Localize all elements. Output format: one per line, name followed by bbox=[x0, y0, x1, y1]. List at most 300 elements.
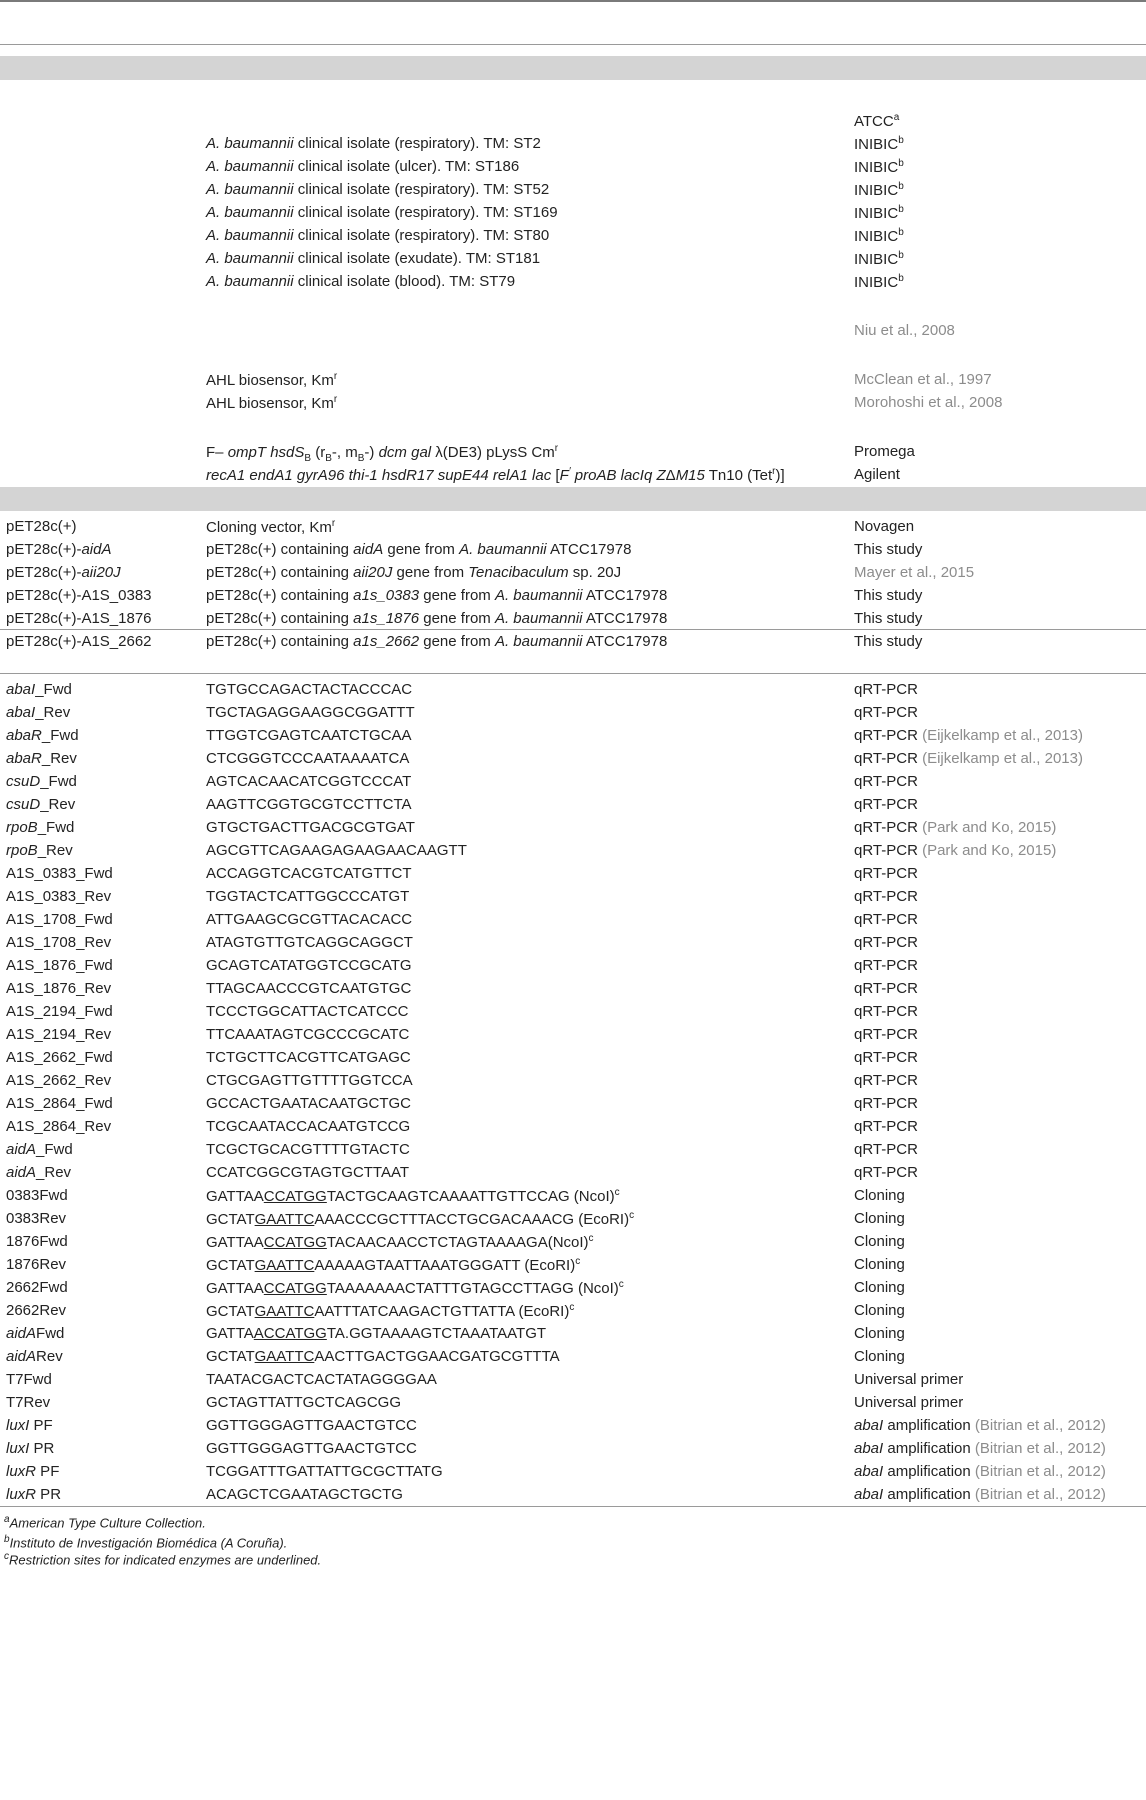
text-run: Novagen bbox=[854, 518, 915, 535]
text-run: Instituto de Investigación Biomédica (A Coruña). bbox=[9, 1535, 288, 1551]
text-run: A1S_0383_Rev bbox=[6, 888, 112, 905]
primer-name bbox=[6, 1003, 113, 1020]
text-run: INIBIC bbox=[854, 136, 899, 153]
primer-use bbox=[854, 911, 918, 928]
text-run: gene from bbox=[383, 541, 460, 558]
primer-sequence bbox=[206, 1003, 408, 1020]
plasmid-description bbox=[206, 541, 631, 558]
text-run: b bbox=[898, 135, 904, 146]
text-run: qRT-PCR bbox=[854, 704, 918, 721]
strain-description bbox=[206, 394, 337, 412]
strains-section-header bbox=[0, 56, 1146, 80]
primer-row bbox=[0, 1482, 1146, 1508]
text-run: Restriction sites for indicated enzymes are underlined. bbox=[9, 1552, 322, 1568]
strain-source bbox=[854, 227, 904, 245]
table-header bbox=[0, 0, 1146, 44]
text-run: INIBIC bbox=[854, 274, 899, 291]
strain-row bbox=[0, 318, 1146, 344]
primer-name bbox=[6, 1394, 50, 1411]
text-run: Morohoshi et al., 2008 bbox=[854, 394, 1003, 411]
primer-use bbox=[854, 727, 1083, 744]
primer-sequence bbox=[206, 681, 412, 698]
text-run: aii20J bbox=[81, 564, 121, 581]
primer-sequence bbox=[206, 704, 415, 721]
text-run: This study bbox=[854, 610, 923, 627]
primer-use bbox=[854, 1440, 1106, 1457]
text-run: b bbox=[898, 204, 904, 215]
text-run: 1876Rev bbox=[6, 1256, 67, 1273]
text-run: B bbox=[357, 453, 365, 464]
text-run: qRT-PCR bbox=[854, 1026, 918, 1043]
primer-use bbox=[854, 1049, 918, 1066]
primer-use bbox=[854, 1394, 963, 1411]
text-run: r bbox=[331, 518, 336, 529]
text-run: T7Fwd bbox=[6, 1371, 52, 1388]
text-run: GATTAA bbox=[206, 1188, 264, 1205]
plasmid-id bbox=[6, 610, 152, 627]
text-run: _Fwd bbox=[36, 1141, 73, 1158]
text-run: c bbox=[569, 1302, 575, 1313]
text-run: qRT-PCR bbox=[854, 911, 918, 928]
text-run: pET28c(+)-A1S_2662 bbox=[6, 633, 152, 650]
primer-use bbox=[854, 1118, 918, 1135]
text-run: qRT-PCR bbox=[854, 934, 918, 951]
primer-use bbox=[854, 1348, 905, 1365]
strain-source bbox=[854, 371, 992, 388]
text-run: pET28c(+) bbox=[6, 518, 77, 535]
text-run: GATTAA bbox=[206, 1234, 264, 1251]
text-run: A. baumannii bbox=[206, 181, 294, 198]
primer-use bbox=[854, 1256, 905, 1273]
text-run: AHL biosensor, Km bbox=[206, 395, 334, 412]
text-run: (Bitrian et al., 2012) bbox=[974, 1486, 1106, 1503]
primer-sequence bbox=[206, 1348, 560, 1365]
text-run: McClean et al., 1997 bbox=[854, 371, 992, 388]
primer-name bbox=[6, 934, 111, 951]
text-run: luxI bbox=[6, 1440, 30, 1457]
text-run: aidA bbox=[6, 1325, 37, 1342]
restriction-site: CCATGG bbox=[263, 1280, 327, 1297]
strain-description bbox=[206, 135, 541, 152]
text-run: luxI bbox=[6, 1417, 30, 1434]
text-run: Cloning bbox=[854, 1302, 905, 1319]
text-run: A. baumannii bbox=[459, 541, 547, 558]
strain-source bbox=[854, 466, 900, 483]
primer-sequence bbox=[206, 1072, 413, 1089]
primer-name bbox=[6, 1279, 68, 1296]
primer-use bbox=[854, 1210, 905, 1227]
primer-name bbox=[6, 842, 73, 859]
plasmid-description bbox=[206, 518, 335, 536]
plasmid-source bbox=[854, 587, 922, 604]
text-run: TTCAAATAGTCGCCCGCATC bbox=[206, 1026, 410, 1043]
text-run: pET28c(+)-A1S_1876 bbox=[6, 610, 152, 627]
primer-use bbox=[854, 1187, 905, 1204]
text-run: 2662Rev bbox=[6, 1302, 67, 1319]
primer-name bbox=[6, 1026, 111, 1043]
strain-description bbox=[206, 158, 519, 175]
text-run: amplification bbox=[883, 1417, 971, 1434]
text-run: Cloning bbox=[854, 1210, 905, 1227]
primer-sequence bbox=[206, 957, 412, 974]
text-run: ATCC17978 bbox=[582, 633, 668, 650]
text-run: TGTGCCAGACTACTACCCAC bbox=[206, 681, 413, 698]
primer-name bbox=[6, 1095, 113, 1112]
text-run: TGGTACTCATTGGCCCATGT bbox=[206, 888, 410, 905]
text-run: Cloning vector, Km bbox=[206, 519, 332, 536]
strain-source bbox=[854, 443, 915, 460]
text-run: INIBIC bbox=[854, 159, 899, 176]
text-run: PR bbox=[36, 1486, 62, 1503]
text-run: TAATACGACTCACTATAGGGGAA bbox=[206, 1371, 437, 1388]
text-run: GCAGTCATATGGTCCGCATG bbox=[206, 957, 412, 974]
text-run: recA1 endA1 gyrA96 thi-1 hsdR17 supE44 relA1 lac bbox=[206, 467, 552, 484]
strain-row bbox=[0, 462, 1146, 488]
primer-name bbox=[6, 1302, 66, 1319]
text-run: aidA bbox=[6, 1164, 37, 1181]
primer-sequence bbox=[206, 750, 409, 767]
text-run: _Rev bbox=[35, 704, 71, 721]
text-run: Universal primer bbox=[854, 1371, 964, 1388]
primer-use bbox=[854, 1371, 963, 1388]
text-run: GGTTGGGAGTTGAACTGTCC bbox=[206, 1417, 417, 1434]
text-run: dcm gal bbox=[378, 444, 432, 461]
text-run: pET28c(+)-A1S_0383 bbox=[6, 587, 152, 604]
text-run: amplification bbox=[883, 1486, 971, 1503]
plasmid-source bbox=[854, 564, 974, 581]
primer-sequence bbox=[206, 980, 411, 997]
text-run: ompT bbox=[227, 444, 267, 461]
text-run: 0383Fwd bbox=[6, 1187, 68, 1204]
text-run: ATCC17978 bbox=[582, 610, 668, 627]
text-run: c bbox=[588, 1233, 594, 1244]
primer-name bbox=[6, 796, 75, 813]
text-run: [ bbox=[551, 467, 560, 484]
primer-name bbox=[6, 704, 70, 721]
plasmid-id bbox=[6, 518, 76, 535]
text-run: csuD bbox=[6, 773, 41, 790]
plasmid-source bbox=[854, 610, 922, 627]
text-run: b bbox=[898, 158, 904, 169]
text-run: GCTAGTTATTGCTCAGCGG bbox=[206, 1394, 401, 1411]
primer-sequence bbox=[206, 934, 413, 951]
primer-use bbox=[854, 704, 918, 721]
text-run: qRT-PCR bbox=[854, 842, 918, 859]
text-run: AAACCCGCTTTACCTGCGACAAACG (EcoRI) bbox=[314, 1211, 630, 1228]
text-run: ATCC bbox=[854, 113, 894, 130]
text-run: GGTTGGGAGTTGAACTGTCC bbox=[206, 1440, 417, 1457]
text-run: CTCGGGTCCCAATAAAATCA bbox=[206, 750, 410, 767]
primer-use bbox=[854, 750, 1083, 767]
text-run: abaI bbox=[6, 681, 36, 698]
text-run: aidA bbox=[6, 1141, 37, 1158]
text-run: b bbox=[4, 1534, 10, 1545]
text-run: TA.GGTAAAAGTCTAAATAATGT bbox=[326, 1325, 547, 1342]
text-run: Tenacibaculum bbox=[468, 564, 569, 581]
text-run: INIBIC bbox=[854, 251, 899, 268]
text-run: abaR bbox=[6, 727, 42, 744]
text-run: Agilent bbox=[854, 466, 900, 483]
text-run: A1S_2662_Rev bbox=[6, 1072, 112, 1089]
text-run: This study bbox=[854, 541, 923, 558]
primer-sequence bbox=[206, 773, 411, 790]
primer-use bbox=[854, 1233, 905, 1250]
primer-sequence bbox=[206, 1233, 594, 1251]
text-run: qRT-PCR bbox=[854, 1095, 918, 1112]
primer-name bbox=[6, 1417, 53, 1434]
primer-sequence bbox=[206, 1164, 409, 1181]
strain-description bbox=[206, 204, 558, 221]
text-run: qRT-PCR bbox=[854, 957, 918, 974]
footnote bbox=[4, 1534, 287, 1550]
text-run: _Rev bbox=[37, 842, 73, 859]
text-run: )] bbox=[775, 467, 785, 484]
text-run: _Fwd bbox=[40, 773, 77, 790]
text-run: 2662Fwd bbox=[6, 1279, 68, 1296]
strain-description bbox=[206, 371, 337, 389]
text-run: luxR bbox=[6, 1486, 37, 1503]
strain-source bbox=[854, 273, 904, 291]
text-run: a bbox=[893, 112, 900, 123]
primer-name bbox=[6, 980, 111, 997]
text-run: GCTAT bbox=[206, 1348, 255, 1365]
primer-name bbox=[6, 773, 77, 790]
text-run: TCCCTGGCATTACTCATCCC bbox=[206, 1003, 409, 1020]
primer-name bbox=[6, 1118, 111, 1135]
text-run: b bbox=[898, 250, 904, 261]
plasmid-id bbox=[6, 564, 121, 581]
primer-name bbox=[6, 1463, 59, 1480]
strain-source bbox=[854, 250, 904, 268]
text-run: AAGTTCGGTGCGTCCTTCTA bbox=[206, 796, 412, 813]
text-run: pET28c(+) containing bbox=[206, 610, 354, 627]
text-run: A1S_2864_Fwd bbox=[6, 1095, 113, 1112]
text-run: Promega bbox=[854, 443, 915, 460]
text-run: a1s_0383 bbox=[353, 587, 420, 604]
text-run: A1S_2864_Rev bbox=[6, 1118, 112, 1135]
strain-description bbox=[206, 443, 558, 464]
primer-use bbox=[854, 1302, 905, 1319]
text-run: (Eijkelkamp et al., 2013) bbox=[922, 750, 1083, 767]
primer-use bbox=[854, 1417, 1106, 1434]
primer-sequence bbox=[206, 1256, 580, 1274]
primer-sequence bbox=[206, 796, 412, 813]
text-run: aidA bbox=[81, 541, 112, 558]
text-run: Niu et al., 2008 bbox=[854, 322, 955, 339]
primer-use bbox=[854, 1003, 918, 1020]
text-run: Mayer et al., 2015 bbox=[854, 564, 975, 581]
text-run: qRT-PCR bbox=[854, 1049, 918, 1066]
text-run: A. baumannii bbox=[206, 250, 294, 267]
text-run: abaI bbox=[854, 1463, 884, 1480]
primer-sequence bbox=[206, 842, 467, 859]
text-run: abaI bbox=[854, 1417, 884, 1434]
text-run: A. baumannii bbox=[206, 135, 294, 152]
table-rule bbox=[0, 44, 1146, 45]
text-run: ′ bbox=[568, 466, 571, 477]
text-run: qRT-PCR bbox=[854, 1164, 918, 1181]
text-run: clinical isolate (ulcer). TM: ST186 bbox=[293, 158, 520, 175]
strain-row bbox=[0, 390, 1146, 416]
primer-sequence bbox=[206, 1325, 546, 1342]
text-run: -) bbox=[364, 444, 379, 461]
text-run: TACTGCAAGTCAAAATTGTTCCAG (NcoI) bbox=[326, 1188, 615, 1205]
primer-sequence bbox=[206, 1279, 624, 1297]
footnote bbox=[4, 1514, 206, 1530]
table-rule bbox=[0, 673, 1146, 674]
plasmid-description bbox=[206, 564, 621, 581]
text-run: Universal primer bbox=[854, 1394, 964, 1411]
text-run: c bbox=[629, 1210, 635, 1221]
text-run: PR bbox=[29, 1440, 55, 1457]
text-run: pET28c(+) containing bbox=[206, 633, 354, 650]
text-run: A1S_2194_Fwd bbox=[6, 1003, 113, 1020]
text-run: This study bbox=[854, 587, 923, 604]
text-run: CTGCGAGTTGTTTTGGTCCA bbox=[206, 1072, 413, 1089]
restriction-site: GAATTC bbox=[254, 1211, 315, 1228]
plasmid-id bbox=[6, 541, 111, 558]
text-run: _Rev bbox=[41, 750, 77, 767]
primer-name bbox=[6, 750, 77, 767]
text-run: hsdS bbox=[270, 444, 305, 461]
text-run: luxR bbox=[6, 1463, 37, 1480]
text-run: TTGGTCGAGTCAATCTGCAA bbox=[206, 727, 412, 744]
text-run: AATTTATCAAGACTGTTATTA (EcoRI) bbox=[314, 1303, 570, 1320]
text-run: qRT-PCR bbox=[854, 681, 918, 698]
text-run: clinical isolate (respiratory). TM: ST80 bbox=[293, 227, 550, 244]
primer-name bbox=[6, 1049, 113, 1066]
text-run: American Type Culture Collection. bbox=[9, 1515, 206, 1531]
text-run: (Bitrian et al., 2012) bbox=[974, 1417, 1106, 1434]
text-run: Cloning bbox=[854, 1279, 905, 1296]
text-run: A1S_1876_Fwd bbox=[6, 957, 113, 974]
text-run: rpoB bbox=[6, 842, 38, 859]
text-run: abaI bbox=[854, 1486, 884, 1503]
plasmid-id bbox=[6, 587, 152, 604]
text-run: INIBIC bbox=[854, 205, 899, 222]
text-run: gene from bbox=[419, 633, 495, 650]
text-run: TGCTAGAGGAAGGCGGATTT bbox=[206, 704, 415, 721]
primer-name bbox=[6, 1256, 66, 1273]
primer-sequence bbox=[206, 911, 412, 928]
table-rule bbox=[0, 1506, 1146, 1507]
strain-source bbox=[854, 322, 955, 339]
primer-name bbox=[6, 1164, 71, 1181]
text-run: TCGCTGCACGTTTTGTACTC bbox=[206, 1141, 410, 1158]
primer-use bbox=[854, 1141, 918, 1158]
text-run: pET28c(+)- bbox=[6, 564, 82, 581]
text-run: _Fwd bbox=[37, 819, 75, 836]
text-run: GATTAA bbox=[206, 1280, 264, 1297]
text-run: GCTAT bbox=[206, 1257, 255, 1274]
text-run: TCTGCTTCACGTTCATGAGC bbox=[206, 1049, 411, 1066]
primer-sequence bbox=[206, 1394, 401, 1411]
text-run: ATCC17978 bbox=[546, 541, 632, 558]
primer-name bbox=[6, 1486, 61, 1503]
text-run: qRT-PCR bbox=[854, 980, 918, 997]
text-run: _Rev bbox=[40, 796, 76, 813]
primer-name bbox=[6, 1210, 66, 1227]
primer-name bbox=[6, 1348, 63, 1365]
text-run: AAAAAGTAATTAAATGGGATT (EcoRI) bbox=[314, 1257, 576, 1274]
text-run: Cloning bbox=[854, 1348, 905, 1365]
text-run: CCATCGGCGTAGTGCTTAAT bbox=[206, 1164, 410, 1181]
text-run: a bbox=[4, 1514, 10, 1525]
primer-name bbox=[6, 1325, 64, 1342]
text-run: gene from bbox=[419, 587, 495, 604]
text-run: M15 bbox=[675, 467, 705, 484]
primer-use bbox=[854, 934, 918, 951]
primer-sequence bbox=[206, 1118, 410, 1135]
text-run: _Fwd bbox=[41, 727, 79, 744]
strain-source bbox=[854, 135, 904, 153]
primer-use bbox=[854, 865, 918, 882]
strain-source bbox=[854, 112, 899, 130]
text-run: abaI bbox=[6, 704, 36, 721]
primer-use bbox=[854, 1026, 918, 1043]
text-run: b bbox=[898, 181, 904, 192]
text-run: B bbox=[325, 453, 332, 464]
text-run: gene from bbox=[392, 564, 469, 581]
text-run: c bbox=[614, 1187, 620, 1198]
restriction-site: CCATGG bbox=[263, 1234, 327, 1251]
primer-sequence bbox=[206, 1486, 403, 1503]
primer-sequence bbox=[206, 1141, 410, 1158]
text-run: abaI bbox=[854, 1440, 884, 1457]
text-run: qRT-PCR bbox=[854, 796, 918, 813]
text-run: AHL biosensor, Km bbox=[206, 372, 334, 389]
restriction-site: GAATTC bbox=[254, 1348, 315, 1365]
plasmid-source bbox=[854, 541, 922, 558]
text-run: clinical isolate (respiratory). TM: ST169 bbox=[293, 204, 558, 221]
text-run: 1876Fwd bbox=[6, 1233, 68, 1250]
plasmid-source bbox=[854, 518, 914, 535]
text-run: A. baumannii bbox=[206, 158, 294, 175]
text-run: AACTTGACTGGAACGATGCGTTTA bbox=[314, 1348, 560, 1365]
primer-sequence bbox=[206, 1026, 409, 1043]
primer-sequence bbox=[206, 1463, 443, 1480]
text-run: Fwd bbox=[36, 1325, 65, 1342]
text-run: rpoB bbox=[6, 819, 38, 836]
text-run: TCGCAATACCACAATGTCCG bbox=[206, 1118, 411, 1135]
text-run: (Bitrian et al., 2012) bbox=[974, 1463, 1106, 1480]
text-run: Cloning bbox=[854, 1325, 905, 1342]
primers-header bbox=[0, 629, 1146, 673]
text-run: A1S_2662_Fwd bbox=[6, 1049, 113, 1066]
text-run: TAAAAAAACTATTTGTAGCCTTAGG (NcoI) bbox=[326, 1280, 619, 1297]
primer-name bbox=[6, 1233, 68, 1250]
text-run: B bbox=[304, 453, 312, 464]
text-run: PF bbox=[29, 1417, 53, 1434]
text-run: c bbox=[575, 1256, 581, 1267]
primer-use bbox=[854, 1279, 905, 1296]
text-run: ATCC17978 bbox=[582, 587, 668, 604]
primer-use bbox=[854, 1095, 918, 1112]
primer-sequence bbox=[206, 1371, 437, 1388]
text-run: A. baumannii bbox=[206, 273, 294, 290]
text-run: GCTAT bbox=[206, 1303, 255, 1320]
restriction-site: CCATGG bbox=[263, 1188, 327, 1205]
text-run: TTAGCAACCCGTCAATGTGC bbox=[206, 980, 412, 997]
text-run: pET28c(+) containing bbox=[206, 564, 354, 581]
primer-use bbox=[854, 819, 1056, 836]
footnote bbox=[4, 1551, 321, 1567]
text-run: F– bbox=[206, 444, 228, 461]
text-run: pET28c(+) containing bbox=[206, 587, 354, 604]
primer-sequence bbox=[206, 1417, 417, 1434]
text-run: GATTA bbox=[206, 1325, 254, 1342]
text-run: 0383Rev bbox=[6, 1210, 67, 1227]
